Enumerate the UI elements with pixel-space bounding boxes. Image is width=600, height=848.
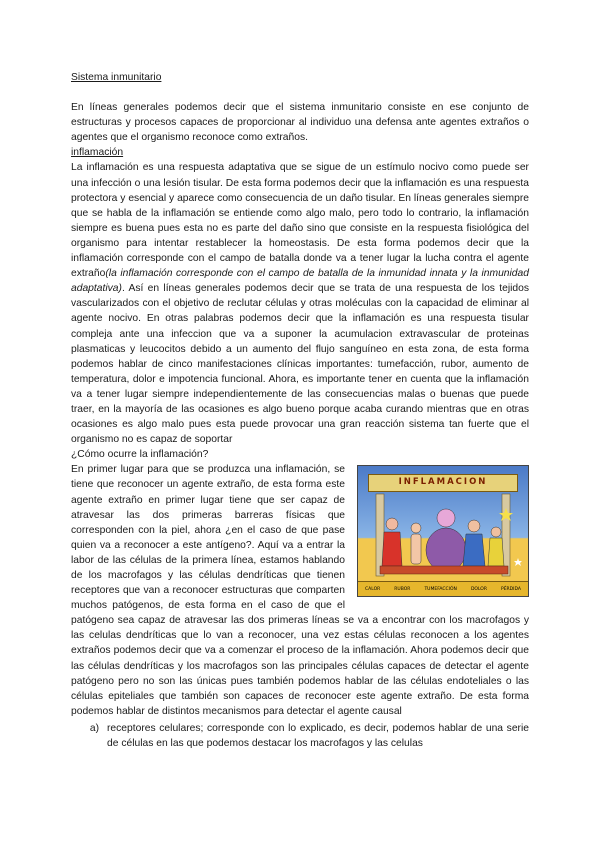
illustration-labels [358,581,528,596]
illustration-label: PÉRDIDA [501,586,521,592]
document-body [71,70,529,751]
illustration-label: DOLOR [470,586,487,592]
inflamacion-illustration [357,465,529,597]
illustration-label: TUMEFACCIÓN [424,586,457,592]
inflamacion-paragraph [71,160,529,447]
inflamacion-italic-note: (la inflamación corresponde con el campo de batalla de la inmunidad innata y la inmunidad adaptativa) [71,268,529,295]
section-heading-inflamacion: inflamación [71,147,124,159]
illustration-label: RUBOR [394,586,411,592]
list-item [71,721,529,751]
inflamacion-text-b: . Así en líneas generales podemos decir que se trata de una respuesta de los tejidos vascularizados con el objetivo de reclutar células y otras moléculas con la capacidad de eliminar al agente nocivo. En otras palabras podemos decir que la inflamación es una respuesta tisular compleja ante una infeccion que va a suponer la acumulacion extravascular de proteinas plasmaticas y leucocitos debido a un aumento del flujo sanguíneo en esta zona, de esta forma podemos hablar de cinco manifestaciones clínicas importantes: tumefacción, rubor, aumento de temperatura, dolor e impotencia funcional. Ahora, es importante tener en cuenta que la inflamación va a tener lugar siempre independientemente de las consecuencias malas o buenas que puede traer, en la mayoría de las ocasiones es algo bueno porque acaba curando mientras que en otras ocasiones es algo malo pues esta puede provocar una gran reacción sistema tan fuerte que el organismo no es capaz de soportar [71,283,529,446]
list-item-text: receptores celulares; corresponde con lo explicado, es decir, podemos hablar de una serie de células en las que podemos destacar los macrofagos y las celulas [107,722,529,750]
section-heading-como-ocurre: ¿Cómo ocurre la inflamación? [71,449,209,461]
illustration-label: CALOR [365,586,381,592]
list-marker: a) [89,722,99,734]
mechanisms-list [71,721,529,751]
inflamacion-text-a: La inflamación es una respuesta adaptativa que se sigue de un estímulo nocivo como puede ser una infección o una lesión tisular. De esta forma podemos decir que la inflamación es una respuesta protectora y esencial y aparece como consecuencia de un daño tisular. En líneas generales siempre que se habla de la inflamación se entiende como algo malo, pero todo lo contrario, la inflamación siempre es buena pues esta no es parte del daño sino que consiste en la respuesta fisiológica del organismo para intentar restablecer la homeostasis. De esta forma podemos decir que la inflamación corresponde con el campo de batalla donde va a tener lugar la lucha contra el agente extraño [71,162,529,280]
document-title: Sistema inmunitario [71,72,162,83]
como-ocurre-paragraph: En primer lugar para que se produzca una inflamación, se tiene que reconocer un agente extraño, de esta forma este agente extraño en primer lugar tiene que ser capaz de atravesar las dos primeras barreras físicas que corresponden con la piel, ahora ¿en el caso de que pase quien va a reconocer a este antígeno?. Aquí va a entrar la labor de las células de la primera línea, estamos hablando de los macrofagos y las células dendríticas que tienen receptores que van a reconocer estructuras que comparten muchos patógenos, de esta forma en el caso de que el patógeno sea capaz de atravesar las dos primeras líneas se va a encontrar con los macrofagos y las celulas dendríticas que lo van a reconocer, una vez estas células reconocen a los agentes extraños podemos decir que va a comenzar el proceso de la inflamación. Ahora podemos decir que las células dendríticas y los macrofagos son las principales células capaces de detectar el agente patógeno pero no son las únicas pues también podemos hablar de las células endoteliales o las células epiteliales que también son capaces de reconocer este agente extraño. De esta forma podemos hablar de distintos mecanismos para detectar el agente causal [71,464,529,717]
illustration-title: INFLAMACION [368,474,518,492]
intro-paragraph: En líneas generales podemos decir que el sistema inmunitario consiste en ese conjunto de estructuras y procesos capaces de proporcionar al individuo una defensa ante agentes extraños o agentes que el organismo reconoce como extraños. [71,102,529,144]
illustration-figures [358,466,528,596]
